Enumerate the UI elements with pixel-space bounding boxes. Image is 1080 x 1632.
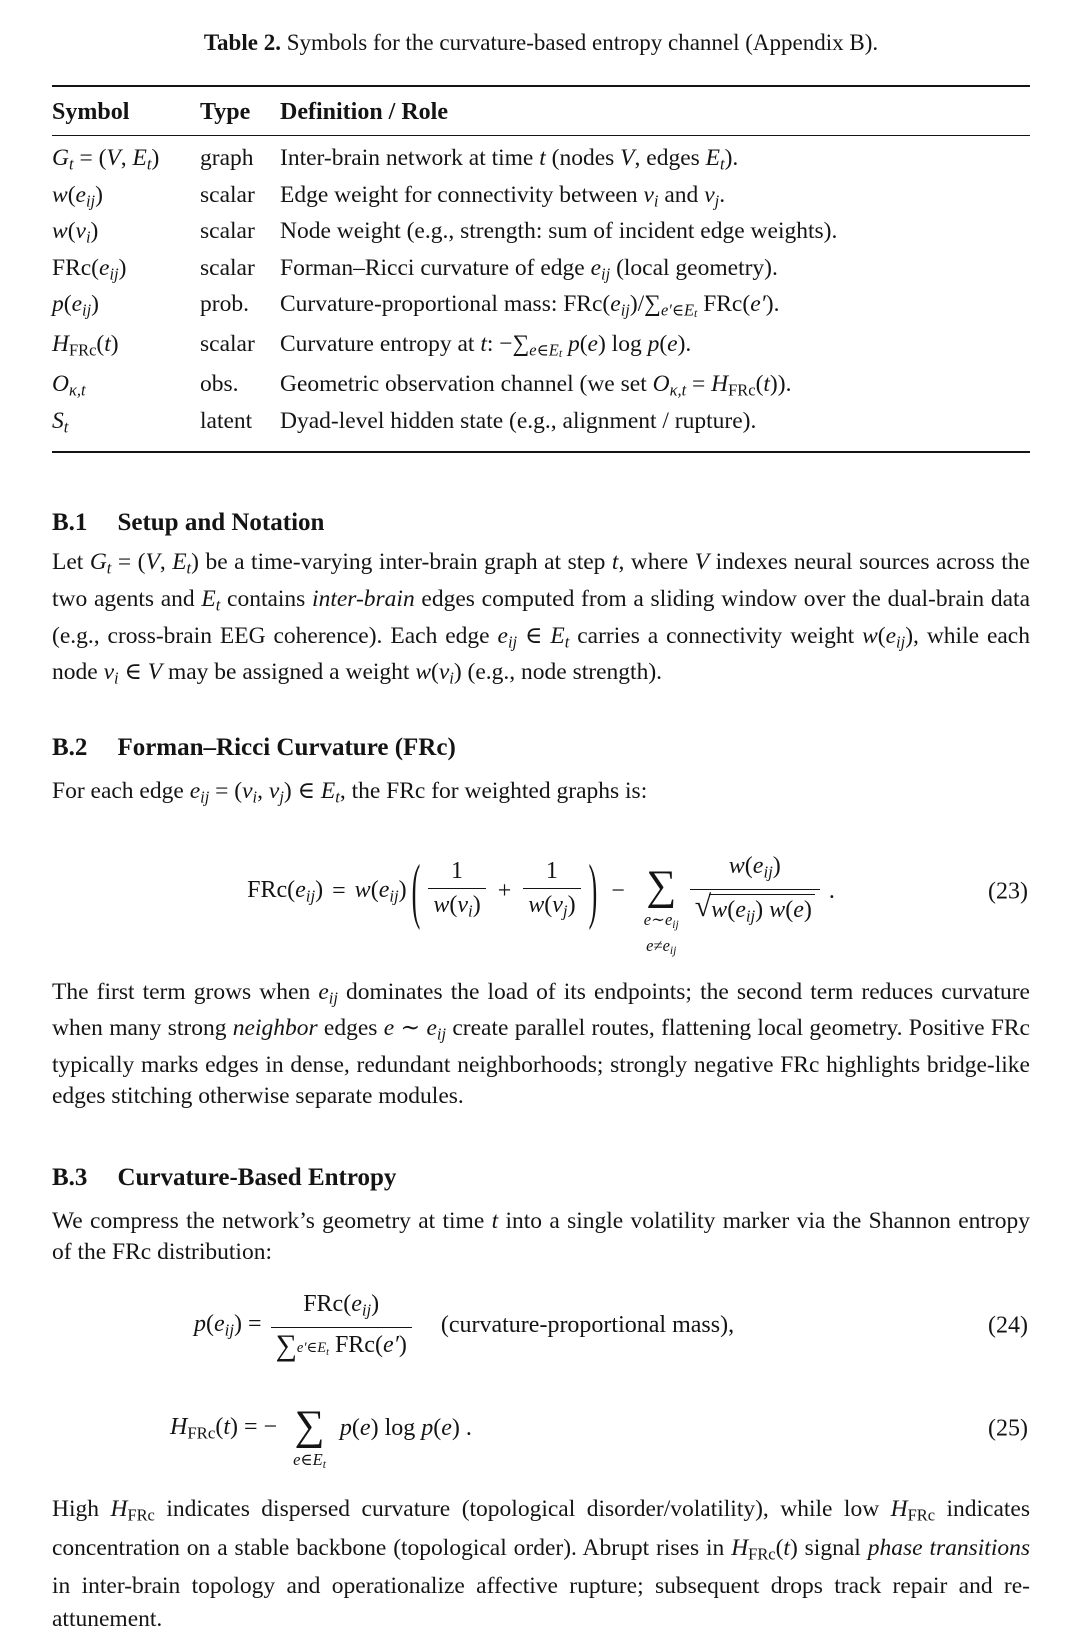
eq23-lhs: FRc(eij) xyxy=(247,876,324,906)
section-b2-intro: For each edge eij = (vi, vj) ∈ Et, the FRc for weighted graphs is: xyxy=(52,777,648,807)
symbol-cell: St xyxy=(52,407,69,437)
definition-cell: Dyad-level hidden state (e.g., alignment / rupture). xyxy=(280,407,757,434)
equation-24-body xyxy=(194,1290,743,1362)
table-row xyxy=(52,253,1030,290)
type-cell: prob. xyxy=(200,291,249,318)
equation-note: (curvature-proportional mass), xyxy=(440,1312,735,1339)
equation-24-number: (24) xyxy=(988,1312,1028,1339)
table-row xyxy=(52,216,1030,253)
summation xyxy=(293,1404,326,1475)
eq25-lhs: HFRc(t) = − xyxy=(170,1413,284,1443)
section-b1-heading xyxy=(52,507,1030,539)
type-cell: scalar xyxy=(200,218,255,245)
table-row xyxy=(52,180,1030,217)
denominator xyxy=(271,1327,412,1362)
symbol-cell: w(eij) xyxy=(52,181,103,211)
type-cell: graph xyxy=(200,145,254,171)
type-cell: obs. xyxy=(200,371,239,398)
table-caption-text: Symbols for the curvature-based entropy channel (Appendix B). xyxy=(280,30,879,55)
definition-cell: Node weight (e.g., strength: sum of incident edge weights). xyxy=(280,218,838,245)
table-row xyxy=(52,369,1030,406)
type-cell: scalar xyxy=(200,181,255,208)
section-b2-heading xyxy=(52,732,1030,764)
table-row xyxy=(52,143,1030,180)
numerator: FRc(eij) xyxy=(303,1291,380,1320)
symbol-cell: HFRc(t) xyxy=(52,331,119,360)
definition-cell: Inter-brain network at time t (nodes V, edges Et). xyxy=(280,145,739,174)
section-b3-intro: We compress the network’s geometry at time t into a single volatility marker via the Shannon entropy of the FRc distribution: xyxy=(52,1207,1030,1265)
radicand: w(eij) w(e) xyxy=(709,894,815,931)
denominator: w(vi) xyxy=(428,888,485,926)
table-row xyxy=(52,329,1030,369)
fraction-frc-over-sum xyxy=(271,1290,412,1362)
section-b2-discussion: The first term grows when eij dominates the load of its endpoints; the second term reduces curvature when many strong neighbor edges e ∼ eij create parallel routes, flattening local geometry. Positive FRc typically marks edges in dense, redundant neighborhoods; strongly negative FRc highlights bridge-like edges stitching otherwise separate modules. xyxy=(52,978,1030,1109)
eq24-lhs: p(eij) = xyxy=(194,1311,268,1340)
denominator xyxy=(690,889,820,931)
symbol-cell: Gt = (V, Et) xyxy=(52,145,160,174)
definition-cell: Forman–Ricci curvature of edge eij (local geometry). xyxy=(280,254,778,284)
equation-23-body xyxy=(247,822,835,960)
section-b3-number: B.3 xyxy=(52,1163,88,1191)
column-header-definition-role: Definition / Role xyxy=(280,99,448,125)
eq25-rhs: p(e) log p(e) . xyxy=(339,1415,472,1442)
limit-not-equal: e≠eij xyxy=(646,935,677,957)
definition-cell: Geometric observation channel (we set Oκ,t = HFRc(t)). xyxy=(280,371,792,400)
column-header-type: Type xyxy=(200,99,251,125)
section-b1-title: Setup and Notation xyxy=(117,509,325,537)
left-paren: ( xyxy=(411,849,421,931)
section-b1-paragraph: Let Gt = (V, Et) be a time-varying inter-brain graph at step t, where V indexes neural sources across the two agents and Et contains inter-brain edges computed from a sliding window over the dual-brain data (e.g., cross-brain EEG coherence). Each edge eij ∈ Et carries a connectivity weight w(eij), while each node vi ∈ V may be assigned a weight w(vi) (e.g., node strength). xyxy=(52,549,1030,688)
equation-23-number: (23) xyxy=(988,878,1028,904)
symbol-cell: w(vi) xyxy=(52,218,99,247)
fraction-weight-over-sqrt xyxy=(690,852,820,930)
numerator: 1 xyxy=(545,858,558,885)
equals-sign: = xyxy=(332,878,346,904)
symbol-cell: p(eij) xyxy=(52,291,99,320)
definition-cell: Curvature entropy at t: $-\sum e\in E_t$ p(e) log p(e). xyxy=(280,331,692,361)
type-cell: latent xyxy=(200,407,253,434)
fraction-one-over-wvj xyxy=(523,857,580,926)
definition-cell: Curvature-proportional mass: $FRc(eij)/\sum e'\in E_t$ FRc(e′). xyxy=(280,291,780,321)
eq23-coefficient: w(eij) xyxy=(354,876,407,906)
definition-cell: Edge weight for connectivity between vi and vj. xyxy=(280,181,726,211)
table-caption xyxy=(52,28,1030,58)
sigma-symbol: ∑ xyxy=(294,1402,325,1449)
summation-limits xyxy=(644,910,679,960)
table-row xyxy=(52,289,1030,329)
fraction-one-over-wvi xyxy=(428,857,485,926)
symbol-cell: FRc(eij) xyxy=(52,254,127,284)
denominator: w(vj) xyxy=(523,888,580,926)
table-row xyxy=(52,406,1030,443)
section-b3-title: Curvature-Based Entropy xyxy=(117,1163,397,1191)
section-b1-number: B.1 xyxy=(52,509,88,537)
table-header-row xyxy=(52,87,1030,136)
equation-23 xyxy=(52,822,1030,960)
numerator: 1 xyxy=(451,858,464,885)
section-b3-heading xyxy=(52,1162,1030,1194)
type-cell: scalar xyxy=(200,331,255,358)
minus-sign: − xyxy=(611,878,625,904)
limit-edges: e∈Et xyxy=(293,1449,326,1472)
symbol-cell: Oκ,t xyxy=(52,371,86,400)
equation-25 xyxy=(52,1382,1030,1475)
period: . xyxy=(828,878,835,904)
type-cell: scalar xyxy=(200,254,255,281)
sigma-symbol: ∑ xyxy=(646,863,677,910)
denominator-rest: FRc(e′) xyxy=(328,1332,407,1359)
summation-subscript: e′∈Et xyxy=(296,1339,329,1358)
right-paren: ) xyxy=(588,849,598,931)
equation-25-body xyxy=(170,1382,472,1475)
sigma-symbol: ∑ xyxy=(275,1328,297,1362)
section-b2-title: Forman–Ricci Curvature (FRc) xyxy=(117,733,456,761)
symbols-table xyxy=(52,85,1030,453)
table-caption-label: Table 2. xyxy=(203,30,281,55)
summation-limits xyxy=(293,1450,326,1475)
numerator: w(eij) xyxy=(728,853,781,882)
section-b2-number: B.2 xyxy=(52,733,88,761)
limit-neighbor: e∼eij xyxy=(643,910,679,932)
equation-24 xyxy=(52,1282,1030,1370)
summation xyxy=(644,864,679,960)
table-body xyxy=(52,136,1030,451)
column-header-symbol: Symbol xyxy=(52,99,130,125)
equation-25-number: (25) xyxy=(988,1415,1028,1442)
sqrt-symbol: √ xyxy=(694,890,712,923)
closing-paragraph: High HFRc indicates dispersed curvature (topological disorder/volatility), while low HFRc indicates concentration on a stable backbone (topological order). Abrupt rises in HFRc(t) signal phase transitions in inter-brain topology and operationalize affective rupture; subsequent drops track repair and re-attunement. xyxy=(52,1496,1031,1632)
plus-sign: + xyxy=(497,878,512,904)
